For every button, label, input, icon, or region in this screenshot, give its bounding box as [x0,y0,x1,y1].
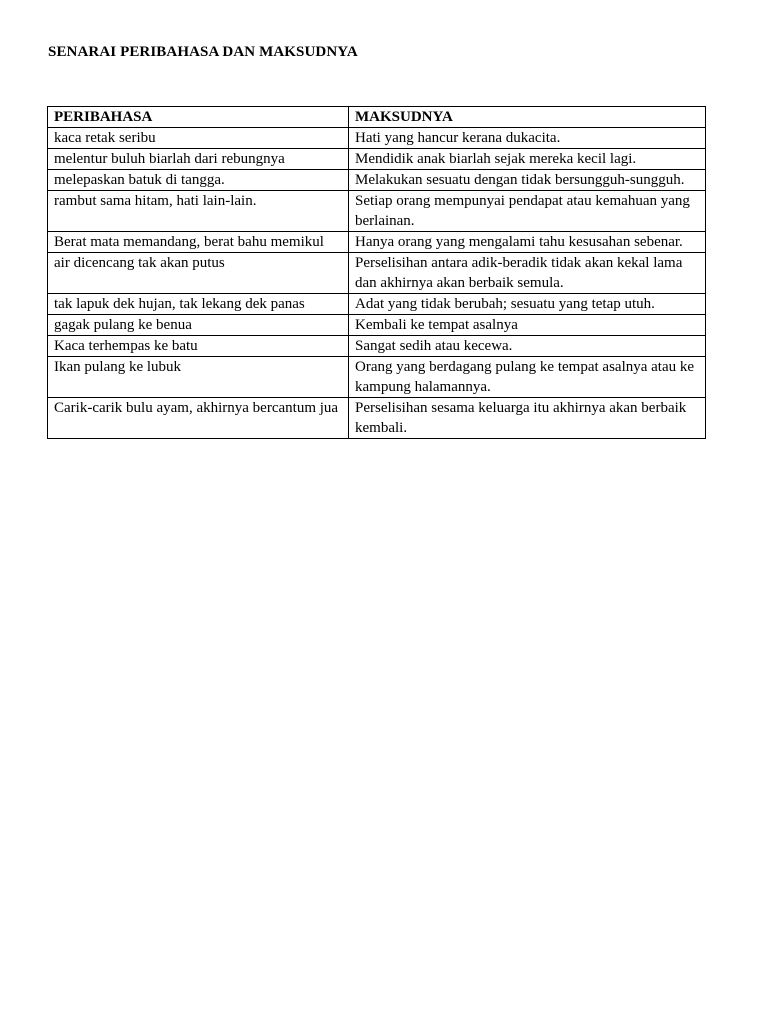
table-row [48,232,706,253]
meaning-cell: Setiap orang mempunyai pendapat atau kemahuan yang berlainan. [349,191,706,232]
proverb-cell: rambut sama hitam, hati lain-lain. [48,191,349,232]
table-row [48,315,706,336]
meaning-cell: Hanya orang yang mengalami tahu kesusahan sebenar. [349,232,706,253]
meaning-cell: Perselisihan antara adik-beradik tidak akan kekal lama dan akhirnya akan berbaik semula. [349,253,706,294]
column-header-peribahasa: PERIBAHASA [48,107,349,128]
proverb-cell: kaca retak seribu [48,128,349,149]
meaning-cell: Perselisihan sesama keluarga itu akhirnya akan berbaik kembali. [349,398,706,439]
proverb-cell: Carik-carik bulu ayam, akhirnya bercantum jua [48,398,349,439]
proverb-cell: Kaca terhempas ke batu [48,336,349,357]
proverb-cell: melentur buluh biarlah dari rebungnya [48,149,349,170]
table-row [48,336,706,357]
meaning-cell: Orang yang berdagang pulang ke tempat asalnya atau ke kampung halamannya. [349,357,706,398]
table-row [48,128,706,149]
meaning-cell: Mendidik anak biarlah sejak mereka kecil lagi. [349,149,706,170]
proverb-cell: air dicencang tak akan putus [48,253,349,294]
proverb-cell: gagak pulang ke benua [48,315,349,336]
proverb-cell: Ikan pulang ke lubuk [48,357,349,398]
meaning-cell: Hati yang hancur kerana dukacita. [349,128,706,149]
table-row [48,253,706,294]
meaning-cell: Melakukan sesuatu dengan tidak bersungguh-sungguh. [349,170,706,191]
table-header [48,107,706,128]
meaning-cell: Sangat sedih atau kecewa. [349,336,706,357]
table-row [48,398,706,439]
column-header-maksudnya: MAKSUDNYA [349,107,706,128]
page-title: SENARAI PERIBAHASA DAN MAKSUDNYA [48,44,358,60]
table-body [48,128,706,439]
meaning-cell: Kembali ke tempat asalnya [349,315,706,336]
table-row [48,149,706,170]
table-row [48,294,706,315]
table-row [48,170,706,191]
proverb-cell: Berat mata memandang, berat bahu memikul [48,232,349,253]
table-row [48,357,706,398]
table-row [48,191,706,232]
meaning-cell: Adat yang tidak berubah; sesuatu yang tetap utuh. [349,294,706,315]
proverbs-table [47,106,706,439]
proverb-cell: melepaskan batuk di tangga. [48,170,349,191]
header-row [48,107,706,128]
proverb-cell: tak lapuk dek hujan, tak lekang dek panas [48,294,349,315]
